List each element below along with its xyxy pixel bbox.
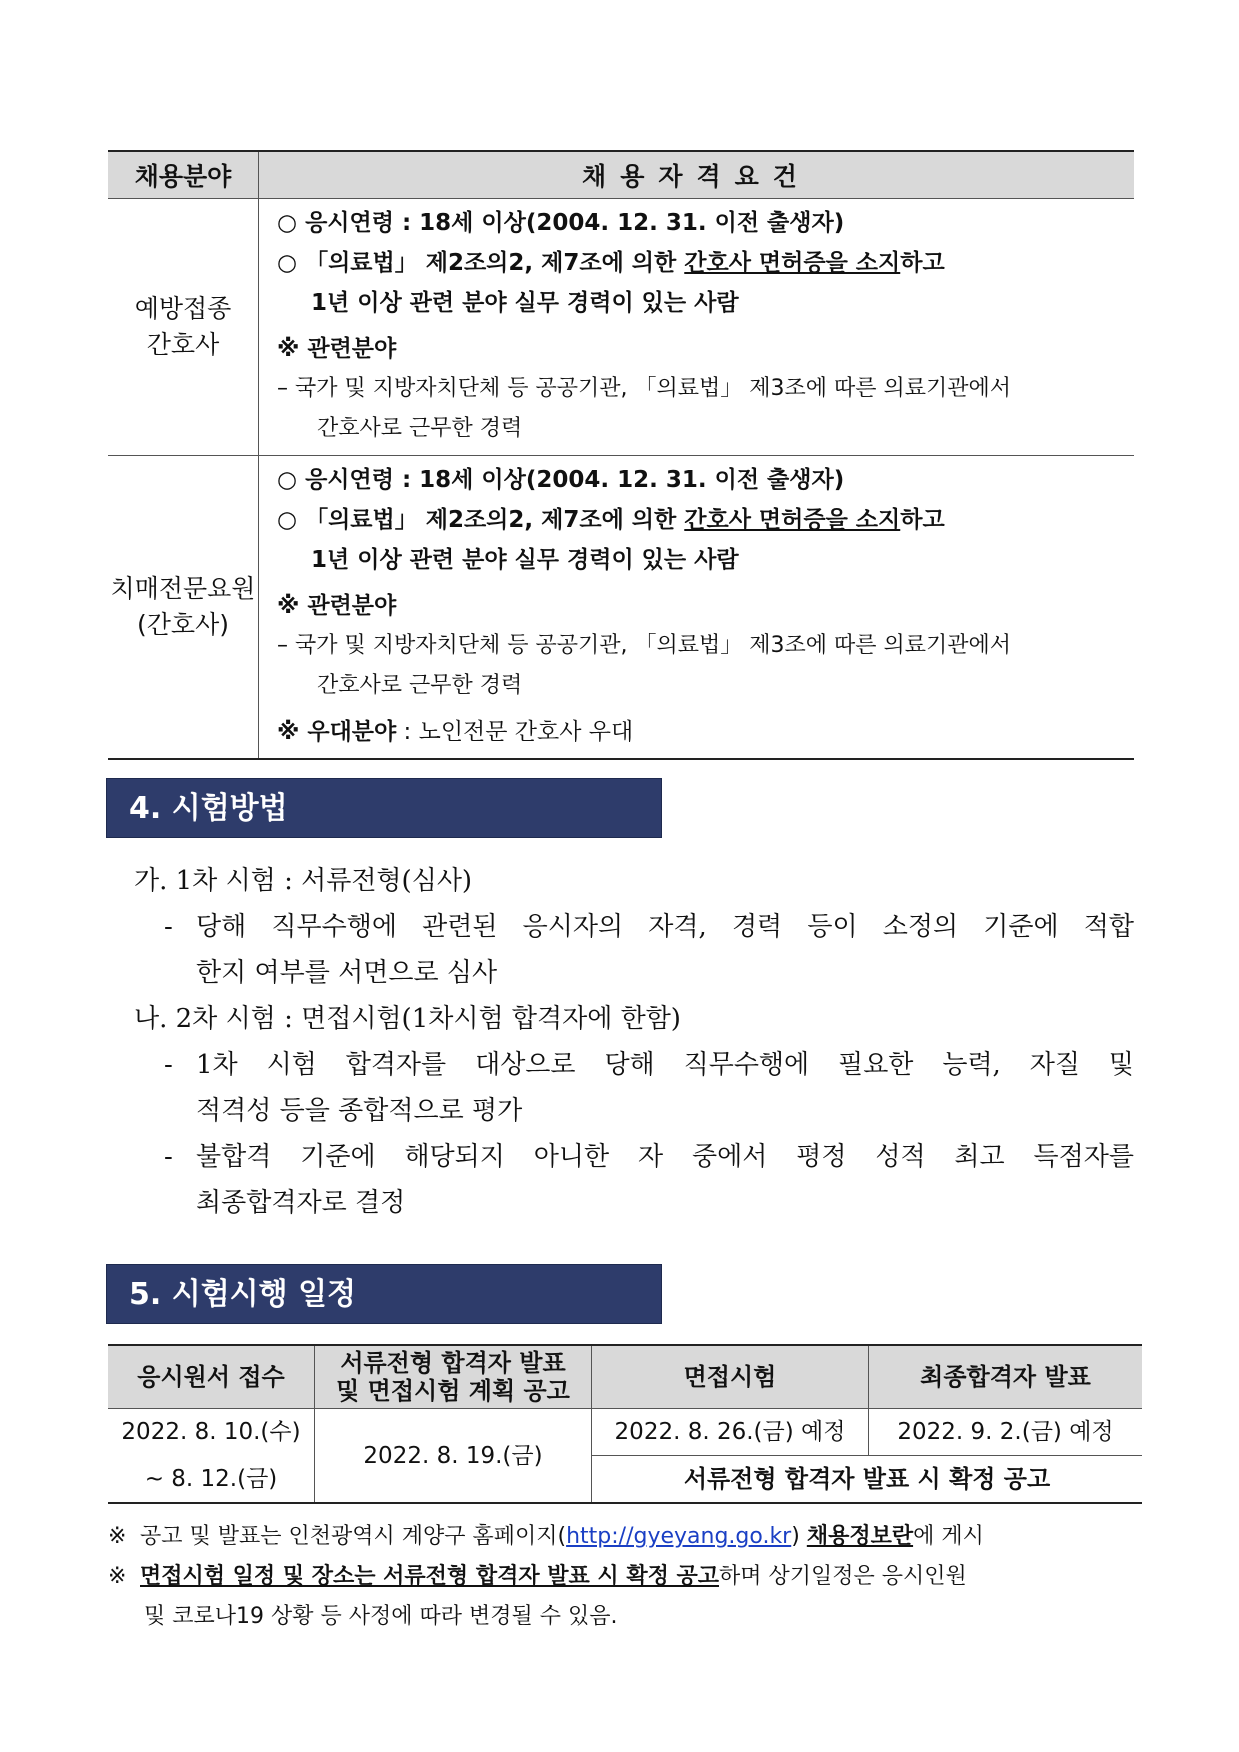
confirm-note: 서류전형 합격자 발표 시 확정 공고 bbox=[592, 1456, 1143, 1504]
header-field: 채용분야 bbox=[108, 151, 259, 199]
preference-text: : 노인전문 간호사 우대 bbox=[396, 719, 634, 745]
license-requirement bbox=[277, 243, 1134, 283]
exam-method-body bbox=[134, 858, 1134, 1226]
field-name-line2: 간호사 bbox=[146, 330, 220, 359]
preference-line bbox=[277, 712, 1134, 752]
section5-title: 5. 시험시행 일정 bbox=[106, 1264, 662, 1324]
related-line2: 간호사로 근무한 경력 bbox=[317, 673, 523, 698]
requirements-cell bbox=[259, 199, 1135, 456]
license-requirement bbox=[277, 500, 1134, 540]
item-b-bullet2-line1: 불합격 기준에 해당되지 아니한 자 중에서 평정 성적 최고 득점자를 bbox=[196, 1142, 1134, 1172]
note1-pre: 공고 및 발표는 인천광역시 계양구 홈페이지( bbox=[140, 1524, 567, 1549]
license-underlined: 간호사 면허증을 소지 bbox=[684, 250, 901, 276]
license-post: 하고 bbox=[900, 507, 945, 533]
item-b-bullet1-line2: 적격성 등을 종합적으로 평가 bbox=[196, 1096, 523, 1126]
item-a: 가. 1차 시험 : 서류전형(심사) bbox=[134, 866, 473, 896]
table-row bbox=[108, 199, 1134, 456]
note1-post: 에 게시 bbox=[913, 1524, 984, 1549]
item-b-bullet2-line2: 최종합격자로 결정 bbox=[196, 1188, 406, 1218]
table-row bbox=[108, 456, 1134, 760]
table-row bbox=[108, 1456, 1142, 1504]
related-title: ※ 관련분야 bbox=[277, 336, 397, 362]
header-doc-line1: 서류전형 합격자 발표 bbox=[340, 1349, 566, 1377]
schedule-notes bbox=[108, 1517, 1148, 1637]
header-doc bbox=[315, 1345, 592, 1409]
item-a-bullet-line2: 한지 여부를 서면으로 심사 bbox=[196, 958, 498, 988]
note-1 bbox=[108, 1517, 1148, 1557]
bullet-dash: - bbox=[164, 1050, 173, 1080]
license-pre: ○ 「의료법」 제2조의2, 제7조에 의한 bbox=[277, 250, 685, 276]
field-name-line1: 치매전문요원 bbox=[110, 574, 256, 603]
note-mark: ※ bbox=[108, 1564, 127, 1589]
item-b: 나. 2차 시험 : 면접시험(1차시험 합격자에 한함) bbox=[134, 1004, 681, 1034]
apply-date-line1: 2022. 8. 10.(수) bbox=[108, 1409, 315, 1456]
note2-bold: 면접시험 일정 및 장소는 서류전형 합격자 발표 시 확정 공고 bbox=[140, 1564, 719, 1589]
note-2 bbox=[108, 1557, 1148, 1597]
related-line1: – 국가 및 지방자치단체 등 공공기관, 「의료법」 제3조에 따른 의료기관에서 bbox=[277, 376, 1011, 401]
requirements-cell bbox=[259, 456, 1135, 760]
age-requirement: ○ 응시연령 : 18세 이상(2004. 12. 31. 이전 출생자) bbox=[277, 467, 845, 493]
item-a-bullet bbox=[134, 904, 1134, 950]
related-line2: 간호사로 근무한 경력 bbox=[317, 416, 523, 441]
item-b-bullet1 bbox=[134, 1042, 1134, 1088]
item-b-bullet2 bbox=[134, 1134, 1134, 1180]
schedule-header-row bbox=[108, 1345, 1142, 1409]
final-date: 2022. 9. 2.(금) 예정 bbox=[869, 1409, 1143, 1456]
field-cell bbox=[108, 199, 259, 456]
schedule-table bbox=[108, 1344, 1142, 1504]
experience-requirement: 1년 이상 관련 분야 실무 경력이 있는 사람 bbox=[311, 290, 739, 316]
experience-requirement: 1년 이상 관련 분야 실무 경력이 있는 사람 bbox=[311, 547, 739, 573]
qualification-header-row bbox=[108, 151, 1134, 199]
bullet-dash: - bbox=[164, 912, 173, 942]
license-underlined: 간호사 면허증을 소지 bbox=[684, 507, 901, 533]
note1-mid: ) bbox=[791, 1524, 807, 1549]
item-b-bullet1-line1: 1차 시험 합격자를 대상으로 당해 직무수행에 필요한 능력, 자질 및 bbox=[196, 1050, 1134, 1080]
field-name-line1: 예방접종 bbox=[134, 294, 232, 323]
header-interview: 면접시험 bbox=[592, 1345, 869, 1409]
field-cell bbox=[108, 456, 259, 760]
bullet-dash: - bbox=[164, 1142, 173, 1172]
note-mark: ※ bbox=[108, 1524, 127, 1549]
qualification-table bbox=[108, 150, 1134, 760]
doc-date: 2022. 8. 19.(금) bbox=[315, 1409, 592, 1504]
interview-date: 2022. 8. 26.(금) 예정 bbox=[592, 1409, 869, 1456]
note-2-continued: 및 코로나19 상황 등 사정에 따라 변경될 수 있음. bbox=[144, 1604, 618, 1629]
item-a-bullet-line1: 당해 직무수행에 관련된 응시자의 자격, 경력 등이 소정의 기준에 적합 bbox=[196, 912, 1134, 942]
related-line1: – 국가 및 지방자치단체 등 공공기관, 「의료법」 제3조에 따른 의료기관에서 bbox=[277, 633, 1011, 658]
section4-title: 4. 시험방법 bbox=[106, 778, 662, 838]
homepage-link[interactable]: http://gyeyang.go.kr bbox=[566, 1524, 792, 1549]
related-title: ※ 관련분야 bbox=[277, 593, 397, 619]
header-apply: 응시원서 접수 bbox=[108, 1345, 315, 1409]
table-row bbox=[108, 1409, 1142, 1456]
header-requirements: 채용자격요건 bbox=[259, 151, 1135, 199]
field-name-line2: (간호사) bbox=[137, 610, 229, 639]
apply-date-line2: ~ 8. 12.(금) bbox=[108, 1456, 315, 1504]
license-pre: ○ 「의료법」 제2조의2, 제7조에 의한 bbox=[277, 507, 685, 533]
note1-bold: 채용정보란 bbox=[806, 1524, 914, 1549]
header-doc-line2: 및 면접시험 계획 공고 bbox=[336, 1377, 570, 1405]
header-final: 최종합격자 발표 bbox=[869, 1345, 1143, 1409]
license-post: 하고 bbox=[900, 250, 945, 276]
preference-title: ※ 우대분야 bbox=[277, 719, 397, 745]
note2-post: 하며 상기일정은 응시인원 bbox=[718, 1564, 967, 1589]
age-requirement: ○ 응시연령 : 18세 이상(2004. 12. 31. 이전 출생자) bbox=[277, 210, 845, 236]
